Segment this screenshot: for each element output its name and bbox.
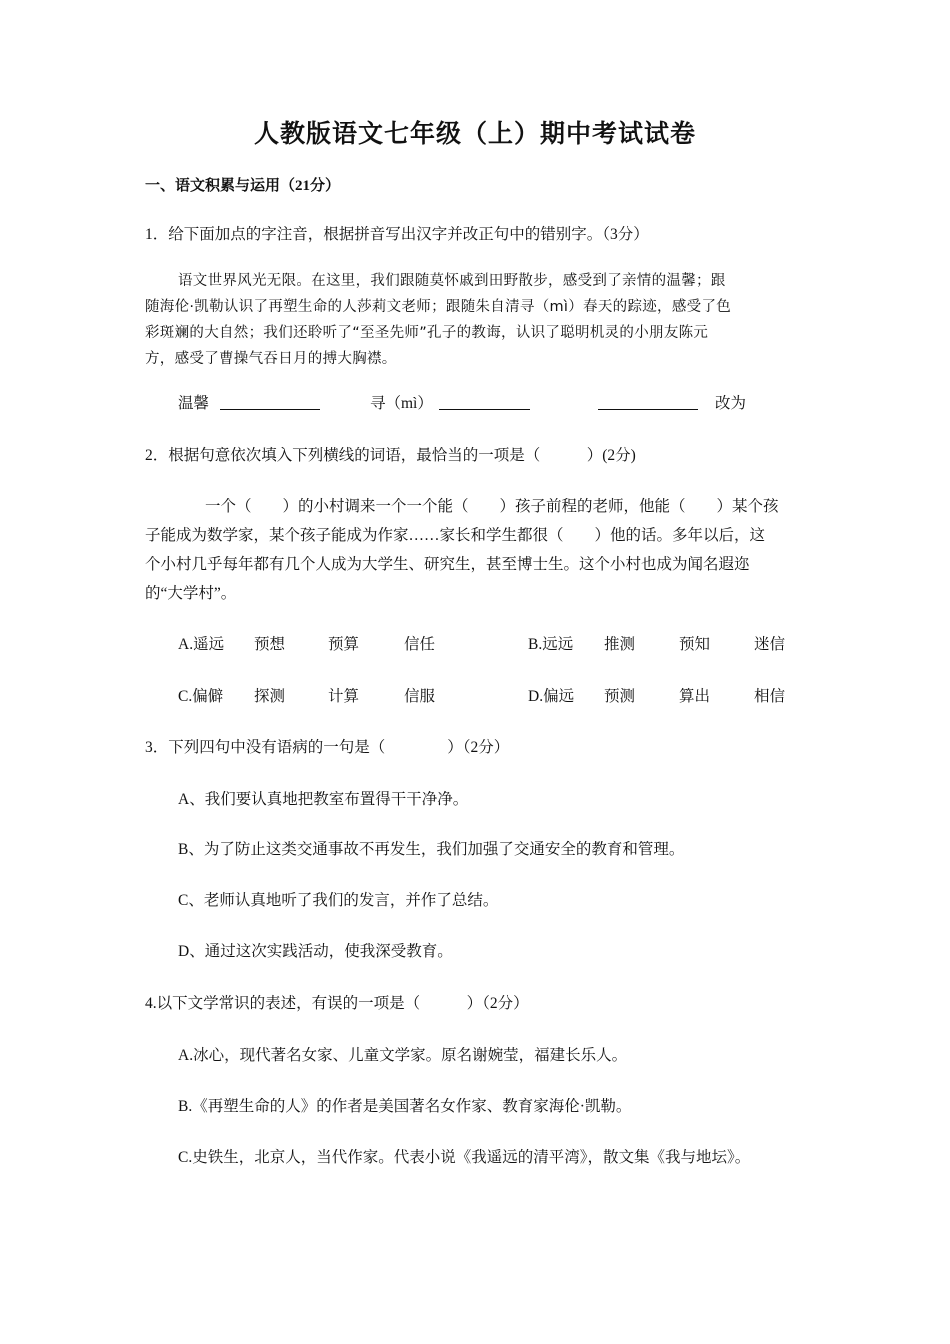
option-b-word: 推测: [604, 636, 636, 653]
question-4-option: A.冰心，现代著名女家、儿童文学家。原名谢婉莹，福建长乐人。: [178, 1047, 628, 1064]
question-3-option: A、我们要认真地把教室布置得干干净净。: [178, 791, 469, 808]
question-4-option: C.史铁生，北京人，当代作家。代表小说《我遥远的清平湾》，散文集《我与地坛》。: [178, 1149, 751, 1166]
option-a-word: 预算: [328, 636, 360, 653]
blank-2-label: 寻（mì）: [370, 395, 433, 412]
question-4-stem: 4.以下文学常识的表述，有误的一项是（ ）（2分）: [145, 995, 529, 1012]
option-b-word: 预知: [679, 636, 711, 653]
question-2-stem: 2．根据句意依次填入下列横线的词语，最恰当的一项是（ ）(2分): [145, 447, 636, 464]
passage-line: 随海伦·凯勒认识了再塑生命的人莎莉文老师；跟随朱自清寻（mì）春天的踪迹，感受了色: [145, 299, 732, 315]
option-c-word: 信服: [404, 688, 436, 705]
question-1-stem: 1．给下面加点的字注音，根据拼音写出汉字并改正句中的错别字。（3分）: [145, 226, 649, 243]
passage-line: 方，感受了曹操气吞日月的搏大胸襟。: [145, 351, 397, 367]
option-c-word: 计算: [328, 688, 360, 705]
passage-line: 语文世界风光无限。在这里，我们跟随莫怀戚到田野散步，感受到了亲情的温馨；跟: [178, 273, 726, 289]
question-1-passage: [145, 268, 810, 372]
option-b-word: 迷信: [754, 636, 786, 653]
option-b-label: B.远远: [528, 636, 574, 653]
option-d-word: 相信: [754, 688, 786, 705]
question-3-option: C、老师认真地听了我们的发言，并作了总结。: [178, 892, 499, 909]
question-3-option: B、为了防止这类交通事故不再发生，我们加强了交通安全的教育和管理。: [178, 841, 685, 858]
option-c-word: 探测: [254, 688, 286, 705]
question-3-stem: 3．下列四句中没有语病的一句是（ ）（2分）: [145, 739, 510, 756]
question-2-passage: [145, 492, 810, 608]
passage-line: 子能成为数学家，某个孩子能成为作家……家长和学生都很（ ）他的话。多年以后，这: [145, 527, 766, 544]
option-c-label: C.偏僻: [178, 688, 224, 705]
option-d-label: D.偏远: [528, 688, 575, 705]
passage-line: 的“大学村”。: [145, 585, 237, 602]
option-a-label: A.遥远: [178, 636, 225, 653]
question-4-option: B.《再塑生命的人》的作者是美国著名女作家、教育家海伦·凯勒。: [178, 1098, 632, 1115]
answer-blank-1[interactable]: [220, 393, 320, 410]
passage-line: 彩斑斓的大自然；我们还聆听了“至圣先师”孔子的教诲，认识了聪明机灵的小朋友陈元: [145, 325, 709, 341]
blank-3-suffix: 改为: [715, 395, 747, 412]
answer-blank-2[interactable]: [439, 393, 530, 410]
page-title: 人教版语文七年级（上）期中考试试卷: [253, 121, 696, 148]
question-3-option: D、通过这次实践活动，使我深受教育。: [178, 943, 453, 960]
option-d-word: 算出: [679, 688, 711, 705]
answer-blank-3[interactable]: [598, 393, 698, 410]
option-a-word: 预想: [254, 636, 286, 653]
passage-line: 一个（ ）的小村调来一个一个能（ ）孩子前程的老师，他能（ ）某个孩: [205, 498, 779, 515]
option-d-word: 预测: [604, 688, 636, 705]
section-heading: 一、语文积累与运用（21分）: [145, 178, 341, 194]
blank-1-label: 温馨: [178, 395, 210, 412]
option-a-word: 信任: [404, 636, 436, 653]
passage-line: 个小村几乎每年都有几个人成为大学生、研究生，甚至博士生。这个小村也成为闻名遐迩: [145, 556, 750, 573]
